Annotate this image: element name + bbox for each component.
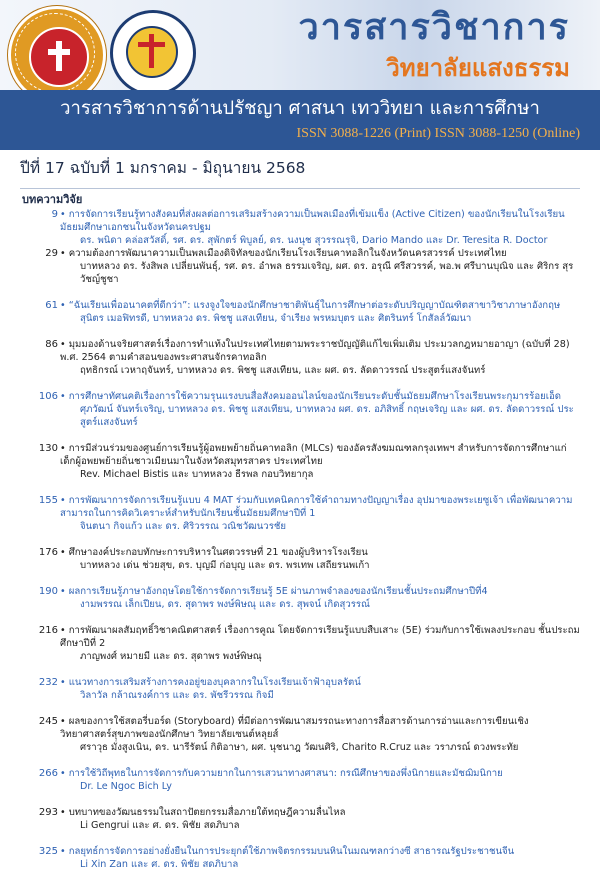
cross-icon xyxy=(56,41,62,71)
toc-entry[interactable] xyxy=(0,247,600,299)
toc-page-number: 245 xyxy=(38,716,58,727)
toc-page-number: 130 xyxy=(38,443,58,454)
divider xyxy=(20,188,580,189)
toc-entry[interactable] xyxy=(0,806,600,845)
toc-page-number: 9 xyxy=(51,209,58,220)
toc-title[interactable]: • กลยุทธ์การจัดการอย่างยั่งยืนในการประยุกต์ใช้ภาพจิตรกรรมบนหินในมณฑลกว่างซี สาธารณรัฐประชาชนจีน xyxy=(60,845,580,858)
toc-page-number: 155 xyxy=(38,495,58,506)
toc-authors: Li Xin Zan และ ศ. ดร. พิชัย สดภิบาล xyxy=(80,859,239,870)
toc-title[interactable]: • การจัดการเรียนรู้ทางสังคมที่ส่งผลต่อการเสริมสร้างความเป็นพลเมืองที่เข้มแข็ง (Active Citizen) ของนักเรียนในโรงเรียนมัธยมศึกษาเอกชนในจังหวัดนครปฐม xyxy=(60,208,580,234)
toc-authors: สุนิตร เมอฟิทรดี, บาทหลวง ดร. พิชชู แสงเทียน, จำเรียง พรหมบุตร และ ศิตรินทร์ โกสัลล์วัฒนา xyxy=(80,313,472,324)
toc-title[interactable]: • การพัฒนาการจัดการเรียนรู้แบบ 4 MAT ร่วมกับเทคนิคการใช้คำถามทางปัญญาเรื่อง อุปมาของพระเยซูเจ้า เพื่อพัฒนาความสามารถในการคิดวิเคราะห์สำหรับนักเรียนชั้นมัธยมศึกษาปีที่ 1 xyxy=(60,494,580,520)
toc-entry[interactable] xyxy=(0,299,600,338)
toc-title[interactable]: • “ฉันเรียนเพื่ออนาคตที่ดีกว่า”: แรงจูงใจของนักศึกษาชาติพันธุ์ในการศึกษาต่อระดับปริญญาบัณฑิตสาขาวิชาภาษาอังกฤษ xyxy=(60,299,580,312)
toc-page-number: 216 xyxy=(38,625,58,636)
toc-authors: งามพรรณ เล็กเปียน, ดร. สุดาพร พงษ์พิษณุ และ ดร. สุพจน์ เกิดสุวรรณ์ xyxy=(80,599,370,610)
toc-title[interactable]: • ผลของการใช้สตอรี่บอร์ด (Storyboard) ที่มีต่อการพัฒนาสมรรถนะทางการสื่อสารด้านการอ่านและการเขียนเชิงวิทยาศาสตร์สุขภาพของนักศึกษา วิทยาลัยเซนต์หลุยส์ xyxy=(60,715,580,741)
issn-numbers: ISSN 3088-1226 (Print) ISSN 3088-1250 (Online) xyxy=(296,126,580,141)
toc-page-number: 190 xyxy=(38,586,58,597)
toc-title[interactable]: • การพัฒนาผลสัมฤทธิ์วิชาคณิตศาสตร์ เรื่องการคูณ โดยจัดการเรียนรู้แบบสืบเสาะ (5E) ร่วมกับการใช้เพลงประกอบ ชั้นประถมศึกษาปีที่ 2 xyxy=(60,624,580,650)
toc-title[interactable]: • การศึกษาทัศนคติเรื่องการใช้ความรุนแรงบนสื่อสังคมออนไลน์ของนักเรียนระดับชั้นมัธยมศึกษาโรงเรียนพระกุมารร้อยเอ็ด xyxy=(60,390,580,403)
toc-authors: ฤทธิกรณ์ เวหาฤจันทร์, บาทหลวง ดร. พิชชู แสงเทียน, และ ผศ. ดร. ลัดดาวรรณ์ ประสูตร์แสงจันทร์ xyxy=(80,365,486,376)
toc-authors: ศุภวัฒน์ จันทร์เจริญ, บาทหลวง ดร. พิชชู แสงเทียน, บาทหลวง ผศ. ดร. อภิสิทธิ์ กฤษเจริญ และ ผศ. ดร. ลัดดาวรรณ์ ประสูตร์แสงจันทร์ xyxy=(80,404,574,428)
toc-title[interactable]: • การมีส่วนร่วมของศูนย์การเรียนรู้ผู้อพยพย้ายถิ่นคาทอลิก (MLCs) ของอัครสังฆมณฑลกรุงเทพฯ สำหรับการจัดการศึกษาแก่เด็กผู้อพยพย้ายถิ่นชาวเมียนมาในจังหวัดสมุทรสาคร ประเทศไทย xyxy=(60,442,580,468)
toc-authors: ศราวุธ มั่งสูงเนิน, ดร. นารีรัตน์ กิติอาษา, ผศ. นุชนาฎ วัฒนศิริ, Charito R.Cruz และ วราภรณ์ ดวงพระทัย xyxy=(80,742,519,753)
toc-title[interactable]: • การใช้วิถีพุทธในการจัดการกับความยากในการเสวนาทางศาสนา: กรณีศึกษาของพึ่งนิกายและมัชฌิมนิกาย xyxy=(60,767,580,780)
toc-title[interactable]: • แนวทางการเสริมสร้างการคงอยู่ของบุคลากรในโรงเรียนเจ้าฟ้าอุบลรัตน์ xyxy=(60,676,580,689)
toc-entry[interactable] xyxy=(0,767,600,806)
toc-page-number: 293 xyxy=(38,807,58,818)
toc-title[interactable]: • ศึกษาองค์ประกอบทักษะการบริหารในศตวรรษที่ 21 ของผู้บริหารโรงเรียน xyxy=(60,546,580,559)
toc-authors: Dr. Le Ngoc Bich Ly xyxy=(80,781,172,792)
issue-info: ปีที่ 17 ฉบับที่ 1 มกราคม - มิถุนายน 2568 xyxy=(20,159,306,177)
toc-title[interactable]: • มุมมองด้านจริยศาสตร์เรื่องการทำแท้งในประเทศไทยตามพระราชบัญญัติแก้ไขเพิ่มเติม ประมวลกฎหมายอาญา (ฉบับที่ 28) พ.ศ. 2564 ตามคำสอนของพระศาสนจักรคาทอลิก xyxy=(60,338,580,364)
toc-authors: ดร. พนิดา คล่อสวัสดิ์, รศ. ดร. สุพักตร์ พิบูลย์, ดร. นงนุช สุวรรณรุจิ, Dario Mando และ Dr. Teresita R. Doctor xyxy=(80,235,548,246)
toc-page-number: 266 xyxy=(38,768,58,779)
logo-emblem xyxy=(126,26,178,78)
section-heading: บทความวิจัย xyxy=(22,193,83,206)
toc-page-number: 106 xyxy=(38,391,58,402)
toc-entry[interactable] xyxy=(0,208,600,247)
table-of-contents xyxy=(0,208,600,884)
toc-page-number: 29 xyxy=(45,248,58,259)
cross-bar-icon xyxy=(138,42,165,47)
toc-entry[interactable] xyxy=(0,845,600,884)
toc-authors: Li Gengrui และ ศ. ดร. พิชัย สดภิบาล xyxy=(80,820,240,831)
toc-authors: บาทหลวง เด่น ช่วยสุข, ดร. บุญมี ก่อบุญ และ ดร. พรเทพ เสถียรนพเก้า xyxy=(80,560,370,571)
toc-entry[interactable] xyxy=(0,546,600,585)
toc-title[interactable]: • บทบาทของวัฒนธรรมในสถาปัตยกรรมสื่อภายใต้ทฤษฎีความลื่นไหล xyxy=(60,806,580,819)
toc-authors: ภาญพงศ์ หมายมี และ ดร. สุดาพร พงษ์พิษณุ xyxy=(80,651,262,662)
journal-subtitle: วารสารวิชาการด้านปรัชญา ศาสนา เทววิทยา และการศึกษา xyxy=(60,98,540,119)
header-banner xyxy=(0,0,600,150)
toc-entry[interactable] xyxy=(0,494,600,546)
toc-page-number: 176 xyxy=(38,547,58,558)
toc-authors: จินตนา กิจแก้ว และ ดร. ศิริวรรณ วณิชวัฒนวรชัย xyxy=(80,521,286,532)
toc-entry[interactable] xyxy=(0,676,600,715)
toc-entry[interactable] xyxy=(0,624,600,676)
catholic-education-council-logo xyxy=(110,10,196,96)
cross-bar-icon xyxy=(48,49,70,55)
toc-entry[interactable] xyxy=(0,338,600,390)
toc-page-number: 325 xyxy=(38,846,58,857)
toc-entry[interactable] xyxy=(0,390,600,442)
toc-entry[interactable] xyxy=(0,585,600,624)
toc-title[interactable]: • ผลการเรียนรู้ภาษาอังกฤษโดยใช้การจัดการเรียนรู้ 5E ผ่านภาพจำลองของนักเรียนชั้นประถมศึกษาปีที่4 xyxy=(60,585,580,598)
toc-authors: วิลาวัล กล้าณรงค์การ และ ดร. พัชรีวรรณ กิจมี xyxy=(80,690,274,701)
journal-title: วารสารวิชาการ xyxy=(298,7,570,48)
toc-entry[interactable] xyxy=(0,442,600,494)
toc-page-number: 86 xyxy=(45,339,58,350)
toc-authors: Rev. Michael Bistis และ บาทหลวง ธีรพล กอบวิทยากุล xyxy=(80,469,314,480)
toc-page-number: 61 xyxy=(45,300,58,311)
logo-emblem xyxy=(29,27,89,87)
college-name: วิทยาลัยแสงธรรม xyxy=(386,54,570,82)
cross-icon xyxy=(149,34,154,68)
toc-entry[interactable] xyxy=(0,715,600,767)
toc-page-number: 232 xyxy=(38,677,58,688)
toc-title[interactable]: • ความต้องการพัฒนาความเป็นพลเมืองดิจิทัลของนักเรียนโรงเรียนคาทอลิกในจังหวัดนครสวรรค์ ประเทศไทย xyxy=(60,247,580,260)
toc-authors: บาทหลวง ดร. รังสิพล เปลี่ยนพันธุ์, รศ. ดร. อำพล ธรรมเจริญ, ผศ. ดร. อรุณี ศรีสวรรค์, พอ.พ ศรีบานบุณิจ และ ศิริกร สุรวัชญ์ชูชา xyxy=(80,261,574,285)
